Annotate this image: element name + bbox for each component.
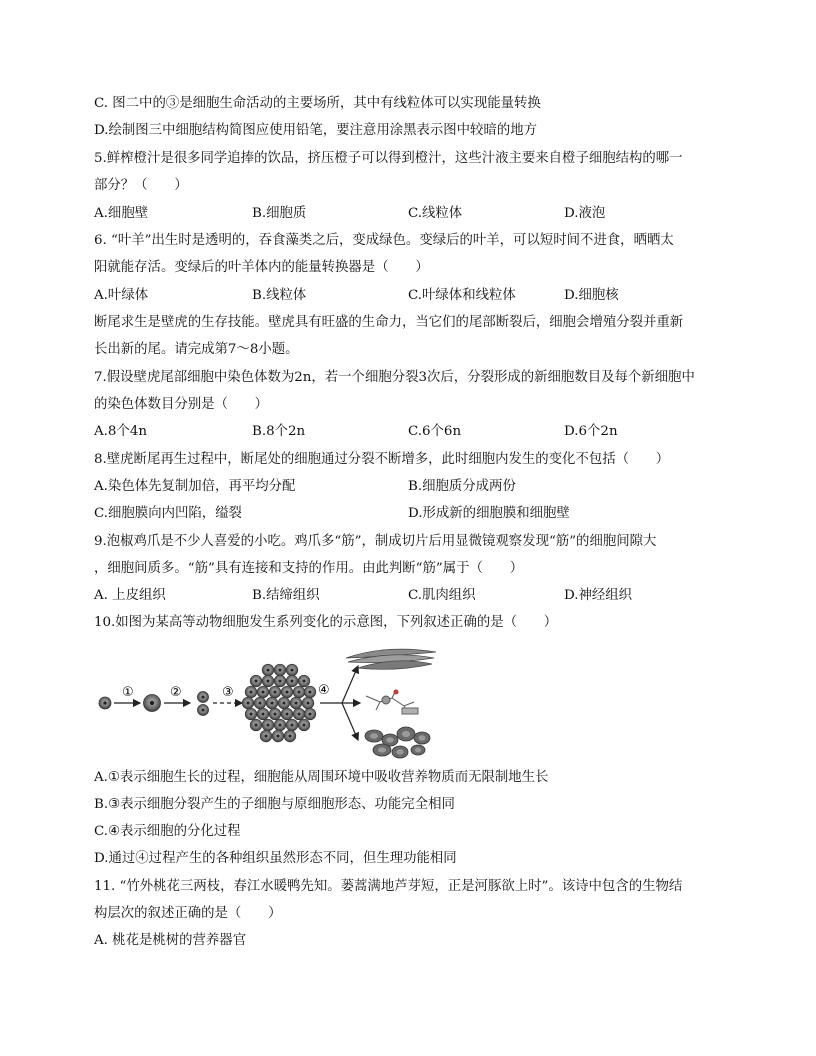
q5-option-b: B.细胞质 [252, 206, 307, 221]
q5-option-c: C.线粒体 [408, 206, 463, 221]
cell-change-figure [96, 640, 436, 770]
q7-stem-line2: 的染色体数目分别是（ ） [94, 397, 269, 412]
label-1: ① [122, 685, 134, 700]
q7-option-d: D.6个2n [564, 424, 618, 439]
q8-option-c: C.细胞膜向内凹陷，缢裂 [94, 506, 242, 521]
q6-stem-line2: 阳就能存活。变绿后的叶羊体内的能量转换器是（ ） [94, 260, 429, 275]
q11-option-a: A. 桃花是桃树的营养器官 [94, 933, 247, 948]
single-cell [99, 697, 111, 709]
q9-stem-line2: ，细胞间质多。“筋”具有连接和支持的作用。由此判断“筋”属于（ ） [94, 561, 524, 576]
branch-arrow-bottom [342, 703, 358, 740]
dividing-cells [198, 692, 209, 716]
branch-arrow-top [342, 666, 358, 703]
q7-stem-line1: 7.假设壁虎尾部细胞中染色体数为2n，若一个细胞分裂3次后，分裂形成的新细胞数目及每个新细胞中 [94, 370, 695, 385]
label-2: ② [170, 685, 182, 700]
q9-option-d: D.神经组织 [564, 588, 633, 603]
blood-cells [365, 727, 430, 758]
q11-stem-line1: 11. “竹外桃花三两枝，春江水暖鸭先知。蒌蒿满地芦芽短，正是河豚欲上时”。该诗中包含的生物结 [94, 879, 683, 894]
q8-option-a: A.染色体先复制加倍，再平均分配 [94, 479, 296, 494]
q8-option-d: D.形成新的细胞膜和细胞壁 [408, 506, 570, 521]
q8-option-b: B.细胞质分成两份 [408, 479, 516, 494]
q10-option-d: D.通过④过程产生的各种组织虽然形态不同，但生理功能相同 [94, 851, 457, 866]
label-4: ④ [318, 683, 330, 698]
q7-option-c: C.6个6n [408, 424, 462, 439]
passage-line1: 断尾求生是壁虎的生存技能。壁虎具有旺盛的生命力，当它们的尾部断裂后，细胞会增殖分裂并重新 [94, 315, 684, 330]
q11-stem-line2: 构层次的叙述正确的是（ ） [94, 906, 282, 921]
q4-option-c: C. 图二中的③是细胞生命活动的主要场所，其中有线粒体可以实现能量转换 [94, 96, 541, 111]
q9-option-b: B.结缔组织 [252, 588, 320, 603]
q4-option-d: D.绘制图三中细胞结构简图应使用铅笔，要注意用涂黑表示图中较暗的地方 [94, 123, 538, 138]
q9-option-c: C.肌肉组织 [408, 588, 476, 603]
q9-stem-line1: 9.泡椒鸡爪是不少人喜爱的小吃。鸡爪多“筋”，制成切片后用显微镜观察发现“筋”的细胞间隙大 [94, 534, 657, 549]
q10-option-a: A.①表示细胞生长的过程，细胞能从周围环境中吸收营养物质而无限制地生长 [94, 770, 549, 785]
q5-option-d: D.液泡 [564, 206, 606, 221]
q10-stem: 10.如图为某高等动物细胞发生系列变化的示意图，下列叙述正确的是（ ） [94, 615, 558, 630]
grown-cell [144, 695, 161, 712]
q6-stem-line1: 6. “叶羊”出生时是透明的，吞食藻类之后，变成绿色。变绿后的叶羊，可以短时间不进食，晒晒太 [94, 233, 674, 248]
q8-stem: 8.壁虎断尾再生过程中，断尾处的细胞通过分裂不断增多，此时细胞内发生的变化不包括（ ） [94, 452, 670, 467]
q6-option-a: A.叶绿体 [94, 288, 149, 303]
q6-option-d: D.细胞核 [564, 288, 619, 303]
q6-option-c: C.叶绿体和线粒体 [408, 288, 516, 303]
label-3: ③ [222, 685, 234, 700]
q5-stem-line2: 部分？（ ） [94, 178, 188, 193]
q7-option-b: B.8个2n [252, 424, 306, 439]
q5-option-a: A.细胞壁 [94, 206, 149, 221]
muscle-tissue [346, 649, 436, 669]
q10-option-b: B.③表示细胞分裂产生的子细胞与原细胞形态、功能完全相同 [94, 797, 455, 812]
nerve-cell [366, 690, 418, 714]
q6-option-b: B.线粒体 [252, 288, 307, 303]
q9-option-a: A. 上皮组织 [94, 588, 166, 603]
cell-cluster [242, 664, 316, 742]
q5-stem-line1: 5.鲜榨橙汁是很多同学追捧的饮品，挤压橙子可以得到橙汁，这些汁液主要来自橙子细胞结构的哪一 [94, 151, 683, 166]
q10-option-c: C.④表示细胞的分化过程 [94, 824, 241, 839]
q7-option-a: A.8个4n [94, 424, 147, 439]
passage-line2: 长出新的尾。请完成第7～8小题。 [94, 342, 299, 357]
